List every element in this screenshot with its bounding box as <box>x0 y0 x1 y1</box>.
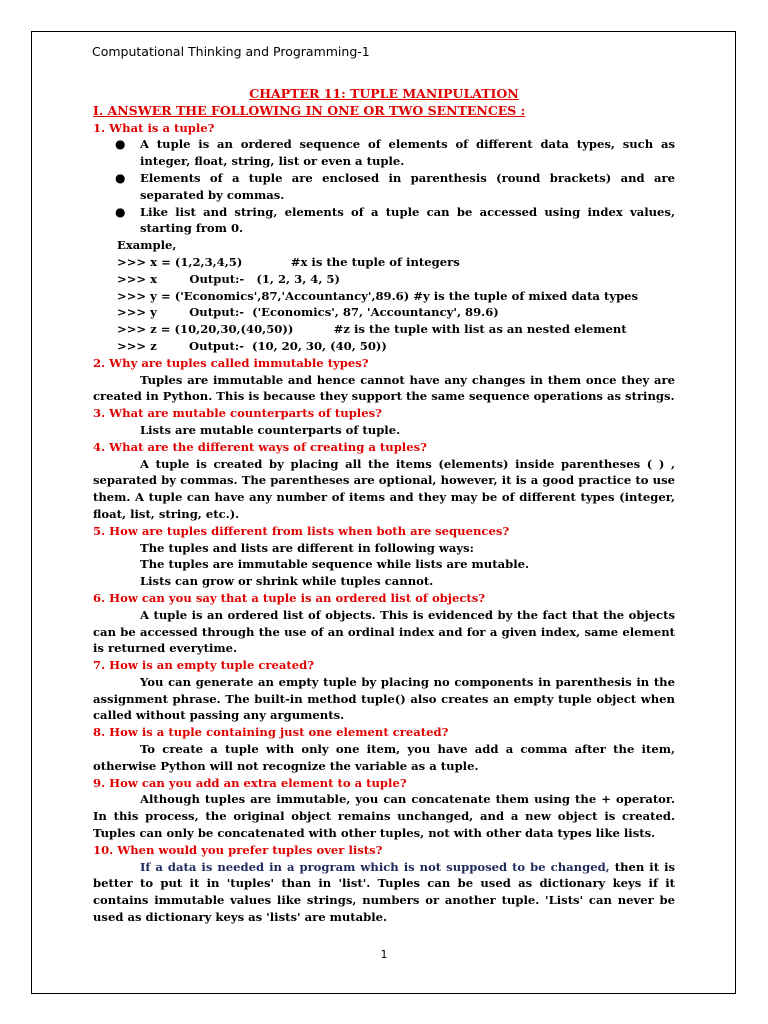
question-5: 5. How are tuples different from lists when both are sequences? <box>93 523 510 538</box>
bullet-item: ● Elements of a tuple are enclosed in parenthesis (round brackets) and are separated by commas. <box>115 170 675 202</box>
question-3: 3. What are mutable counterparts of tuples? <box>93 406 382 421</box>
example-line: >>> z Output:- (10, 20, 30, (40, 50)) <box>117 338 387 353</box>
page-number: 1 <box>380 948 388 961</box>
answer-6: A tuple is an ordered list of objects. This is evidenced by the fact that the objects can be accessed through the use of an ordinal index and for a given index, same element is returned everytime. <box>93 607 675 656</box>
chapter-title: CHAPTER 11: TUPLE MANIPULATION <box>249 86 519 101</box>
example-line: >>> z = (10,20,30,(40,50)) #z is the tuple with list as an nested element <box>117 322 627 337</box>
example-line: >>> x = (1,2,3,4,5) #x is the tuple of integers <box>117 254 460 269</box>
question-8: 8. How is a tuple containing just one element created? <box>93 725 449 740</box>
document-body <box>93 86 675 926</box>
answer-9: Although tuples are immutable, you can concatenate them using the + operator. In this process, the original object remains unchanged, and a new object is created. Tuples can only be concatenated with other tuples, not with other data types like lists. <box>93 792 675 841</box>
question-9: 9. How can you add an extra element to a tuple? <box>93 775 407 790</box>
question-6: 6. How can you say that a tuple is an ordered list of objects? <box>93 590 486 605</box>
bullet-icon: ● <box>115 170 126 185</box>
answer-5-line: Lists can grow or shrink while tuples cannot. <box>140 574 434 589</box>
example-line: >>> x Output:- (1, 2, 3, 4, 5) <box>117 271 340 286</box>
example-label: Example, <box>117 238 177 253</box>
answer-3: Lists are mutable counterparts of tuple. <box>140 422 401 437</box>
question-4: 4. What are the different ways of creating a tuples? <box>93 439 427 454</box>
answer-10-rest: then it is better to put it in 'tuples' than in 'list'. Tuples can be used as dictionary keys if it contains immutable values like strings, numbers or another tuple. 'Lists' can never be used as dictionary keys as 'lists' are mutable. <box>93 859 676 925</box>
question-7: 7. How is an empty tuple created? <box>93 658 315 673</box>
example-line: >>> y = ('Economics',87,'Accountancy',89.6) #y is the tuple of mixed data types <box>117 288 639 303</box>
answer-10 <box>93 859 675 926</box>
answer-10-highlight: If a data is needed in a program which is not supposed to be changed, <box>140 859 610 874</box>
answer-5-line: The tuples and lists are different in following ways: <box>140 540 474 555</box>
section-title: I. ANSWER THE FOLLOWING IN ONE OR TWO SENTENCES : <box>93 102 526 118</box>
question-2: 2. Why are tuples called immutable types? <box>93 355 369 370</box>
question-10: 10. When would you prefer tuples over lists? <box>93 842 383 857</box>
answer-4: A tuple is created by placing all the items (elements) inside parentheses ( ) , separated by commas. The parentheses are optional, however, it is a good practice to use them. A tuple can have any number of items and they may be of different types (integer, float, list, string, etc.). <box>93 456 675 521</box>
question-1: 1. What is a tuple? <box>93 120 215 135</box>
bullet-icon: ● <box>115 137 126 152</box>
answer-7: You can generate an empty tuple by placing no components in parenthesis in the assignment phrase. The built-in method tuple() also creates an empty tuple object when called without passing any arguments. <box>93 674 675 723</box>
bullet-item: ● Like list and string, elements of a tuple can be accessed using index values, starting from 0. <box>115 204 675 236</box>
page-header: Computational Thinking and Programming-1 <box>92 44 370 59</box>
answer-1-bullets <box>93 136 675 237</box>
bullet-icon: ● <box>115 204 126 219</box>
answer-5-line: The tuples are immutable sequence while lists are mutable. <box>140 557 530 572</box>
bullet-item: ● A tuple is an ordered sequence of elements of different data types, such as integer, float, string, list or even a tuple. <box>115 137 675 169</box>
answer-2: Tuples are immutable and hence cannot have any changes in them once they are created in Python. This is because they support the same sequence operations as strings. <box>93 372 675 404</box>
answer-8: To create a tuple with only one item, you have add a comma after the item, otherwise Python will not recognize the variable as a tuple. <box>93 742 675 773</box>
example-line: >>> y Output:- ('Economics', 87, 'Accountancy', 89.6) <box>117 305 499 320</box>
